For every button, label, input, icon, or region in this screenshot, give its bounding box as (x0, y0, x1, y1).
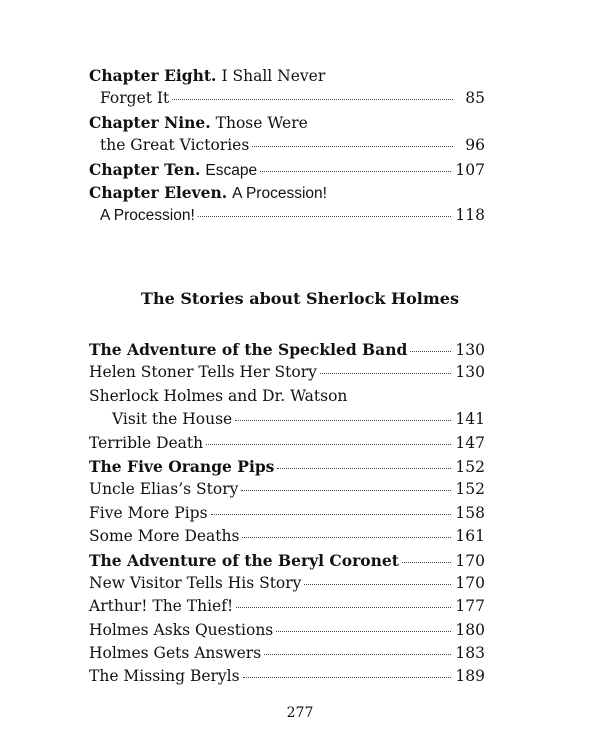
page-ref: 85 (465, 89, 485, 108)
toc-entry-line (89, 181, 485, 204)
chapter-name: Escape (205, 161, 258, 179)
leader-dots (243, 676, 452, 678)
story-part: The Missing Beryls (89, 667, 240, 686)
chapter-name: A Procession! (232, 184, 327, 202)
page-number: 277 (286, 705, 314, 721)
story-part: Terrible Death (89, 433, 204, 452)
leader-dots (402, 561, 452, 563)
toc-entry-line (89, 385, 485, 408)
chapter-title: Chapter Ten. (89, 159, 201, 179)
leader-dots (236, 606, 451, 608)
story-part: Helen Stoner Tells Her Story (89, 363, 317, 382)
section-heading: The Stories about Sherlock Holmes (141, 289, 459, 308)
toc-entry[interactable] (89, 642, 485, 665)
chapter-title: Chapter Eight. (89, 66, 217, 85)
leader-dots (304, 583, 451, 585)
toc-entry[interactable] (89, 87, 485, 110)
toc-entry[interactable] (89, 478, 485, 501)
toc-entry[interactable] (89, 432, 485, 455)
leader-dots (241, 489, 451, 491)
toc-entry[interactable] (89, 619, 485, 642)
leader-dots (320, 372, 452, 374)
page-ref: 107 (455, 160, 485, 179)
leader-dots (198, 215, 452, 217)
toc-entry[interactable] (89, 204, 485, 227)
toc-entry[interactable] (89, 665, 485, 688)
story-title: The Adventure of the Beryl Coronet (89, 550, 399, 570)
leader-dots (235, 419, 451, 421)
leader-dots (242, 536, 451, 538)
chapter-list (89, 64, 485, 228)
page-ref: 152 (455, 457, 485, 476)
toc-entry[interactable] (89, 408, 485, 431)
story-part: Holmes Gets Answers (89, 644, 262, 663)
page-ref: 152 (455, 480, 485, 499)
toc-entry[interactable] (89, 158, 485, 181)
toc-entry[interactable] (89, 338, 485, 361)
chapter-name-cont: A Procession! (100, 207, 195, 225)
story-part: New Visitor Tells His Story (89, 573, 302, 592)
page-ref: 141 (455, 410, 485, 429)
page-ref: 158 (455, 503, 485, 522)
toc-entry[interactable] (89, 502, 485, 525)
leader-dots (206, 443, 451, 445)
page-ref: 170 (455, 573, 485, 592)
leader-dots (252, 145, 453, 147)
toc-entry[interactable] (89, 595, 485, 618)
leader-dots (264, 653, 451, 655)
story-part: Some More Deaths (89, 527, 240, 546)
toc-entry[interactable] (89, 525, 485, 548)
page-ref: 118 (455, 206, 485, 225)
page-ref: 147 (455, 433, 485, 452)
story-part: Uncle Elias’s Story (89, 480, 239, 499)
toc-entry-line (89, 64, 485, 87)
story-part: Sherlock Holmes and Dr. Watson (89, 386, 348, 405)
page-ref: 180 (455, 620, 485, 639)
chapter-title: Chapter Eleven. (89, 182, 228, 202)
page-ref: 96 (465, 136, 485, 155)
story-part-cont: Visit the House (112, 410, 233, 429)
story-title: The Five Orange Pips (89, 456, 275, 476)
leader-dots (211, 513, 452, 515)
story-list (89, 338, 485, 689)
leader-dots (172, 98, 453, 100)
chapter-name-cont: Forget It (100, 89, 170, 108)
toc-entry[interactable] (89, 455, 485, 478)
page-ref: 189 (455, 667, 485, 686)
page-ref: 130 (455, 363, 485, 382)
toc-entry-line (89, 111, 485, 134)
toc-entry[interactable] (89, 572, 485, 595)
leader-dots (410, 350, 451, 352)
page-ref: 161 (455, 527, 485, 546)
toc-entry[interactable] (89, 134, 485, 157)
chapter-name: I Shall Never (221, 67, 326, 85)
page-ref: 130 (455, 341, 485, 359)
story-part: Arthur! The Thief! (89, 597, 234, 616)
page-ref: 170 (455, 551, 485, 570)
leader-dots (277, 467, 451, 469)
story-part: Holmes Asks Questions (89, 620, 274, 639)
leader-dots (260, 170, 451, 172)
chapter-name-cont: the Great Victories (100, 136, 250, 155)
page-ref: 177 (455, 597, 485, 616)
chapter-name: Those Were (215, 113, 308, 132)
toc-entry[interactable] (89, 549, 485, 572)
story-title: The Adventure of the Speckled Band (89, 340, 408, 359)
leader-dots (276, 630, 451, 632)
chapter-title: Chapter Nine. (89, 112, 211, 132)
page-ref: 183 (455, 644, 485, 663)
toc-entry[interactable] (89, 361, 485, 384)
story-part: Five More Pips (89, 503, 208, 522)
